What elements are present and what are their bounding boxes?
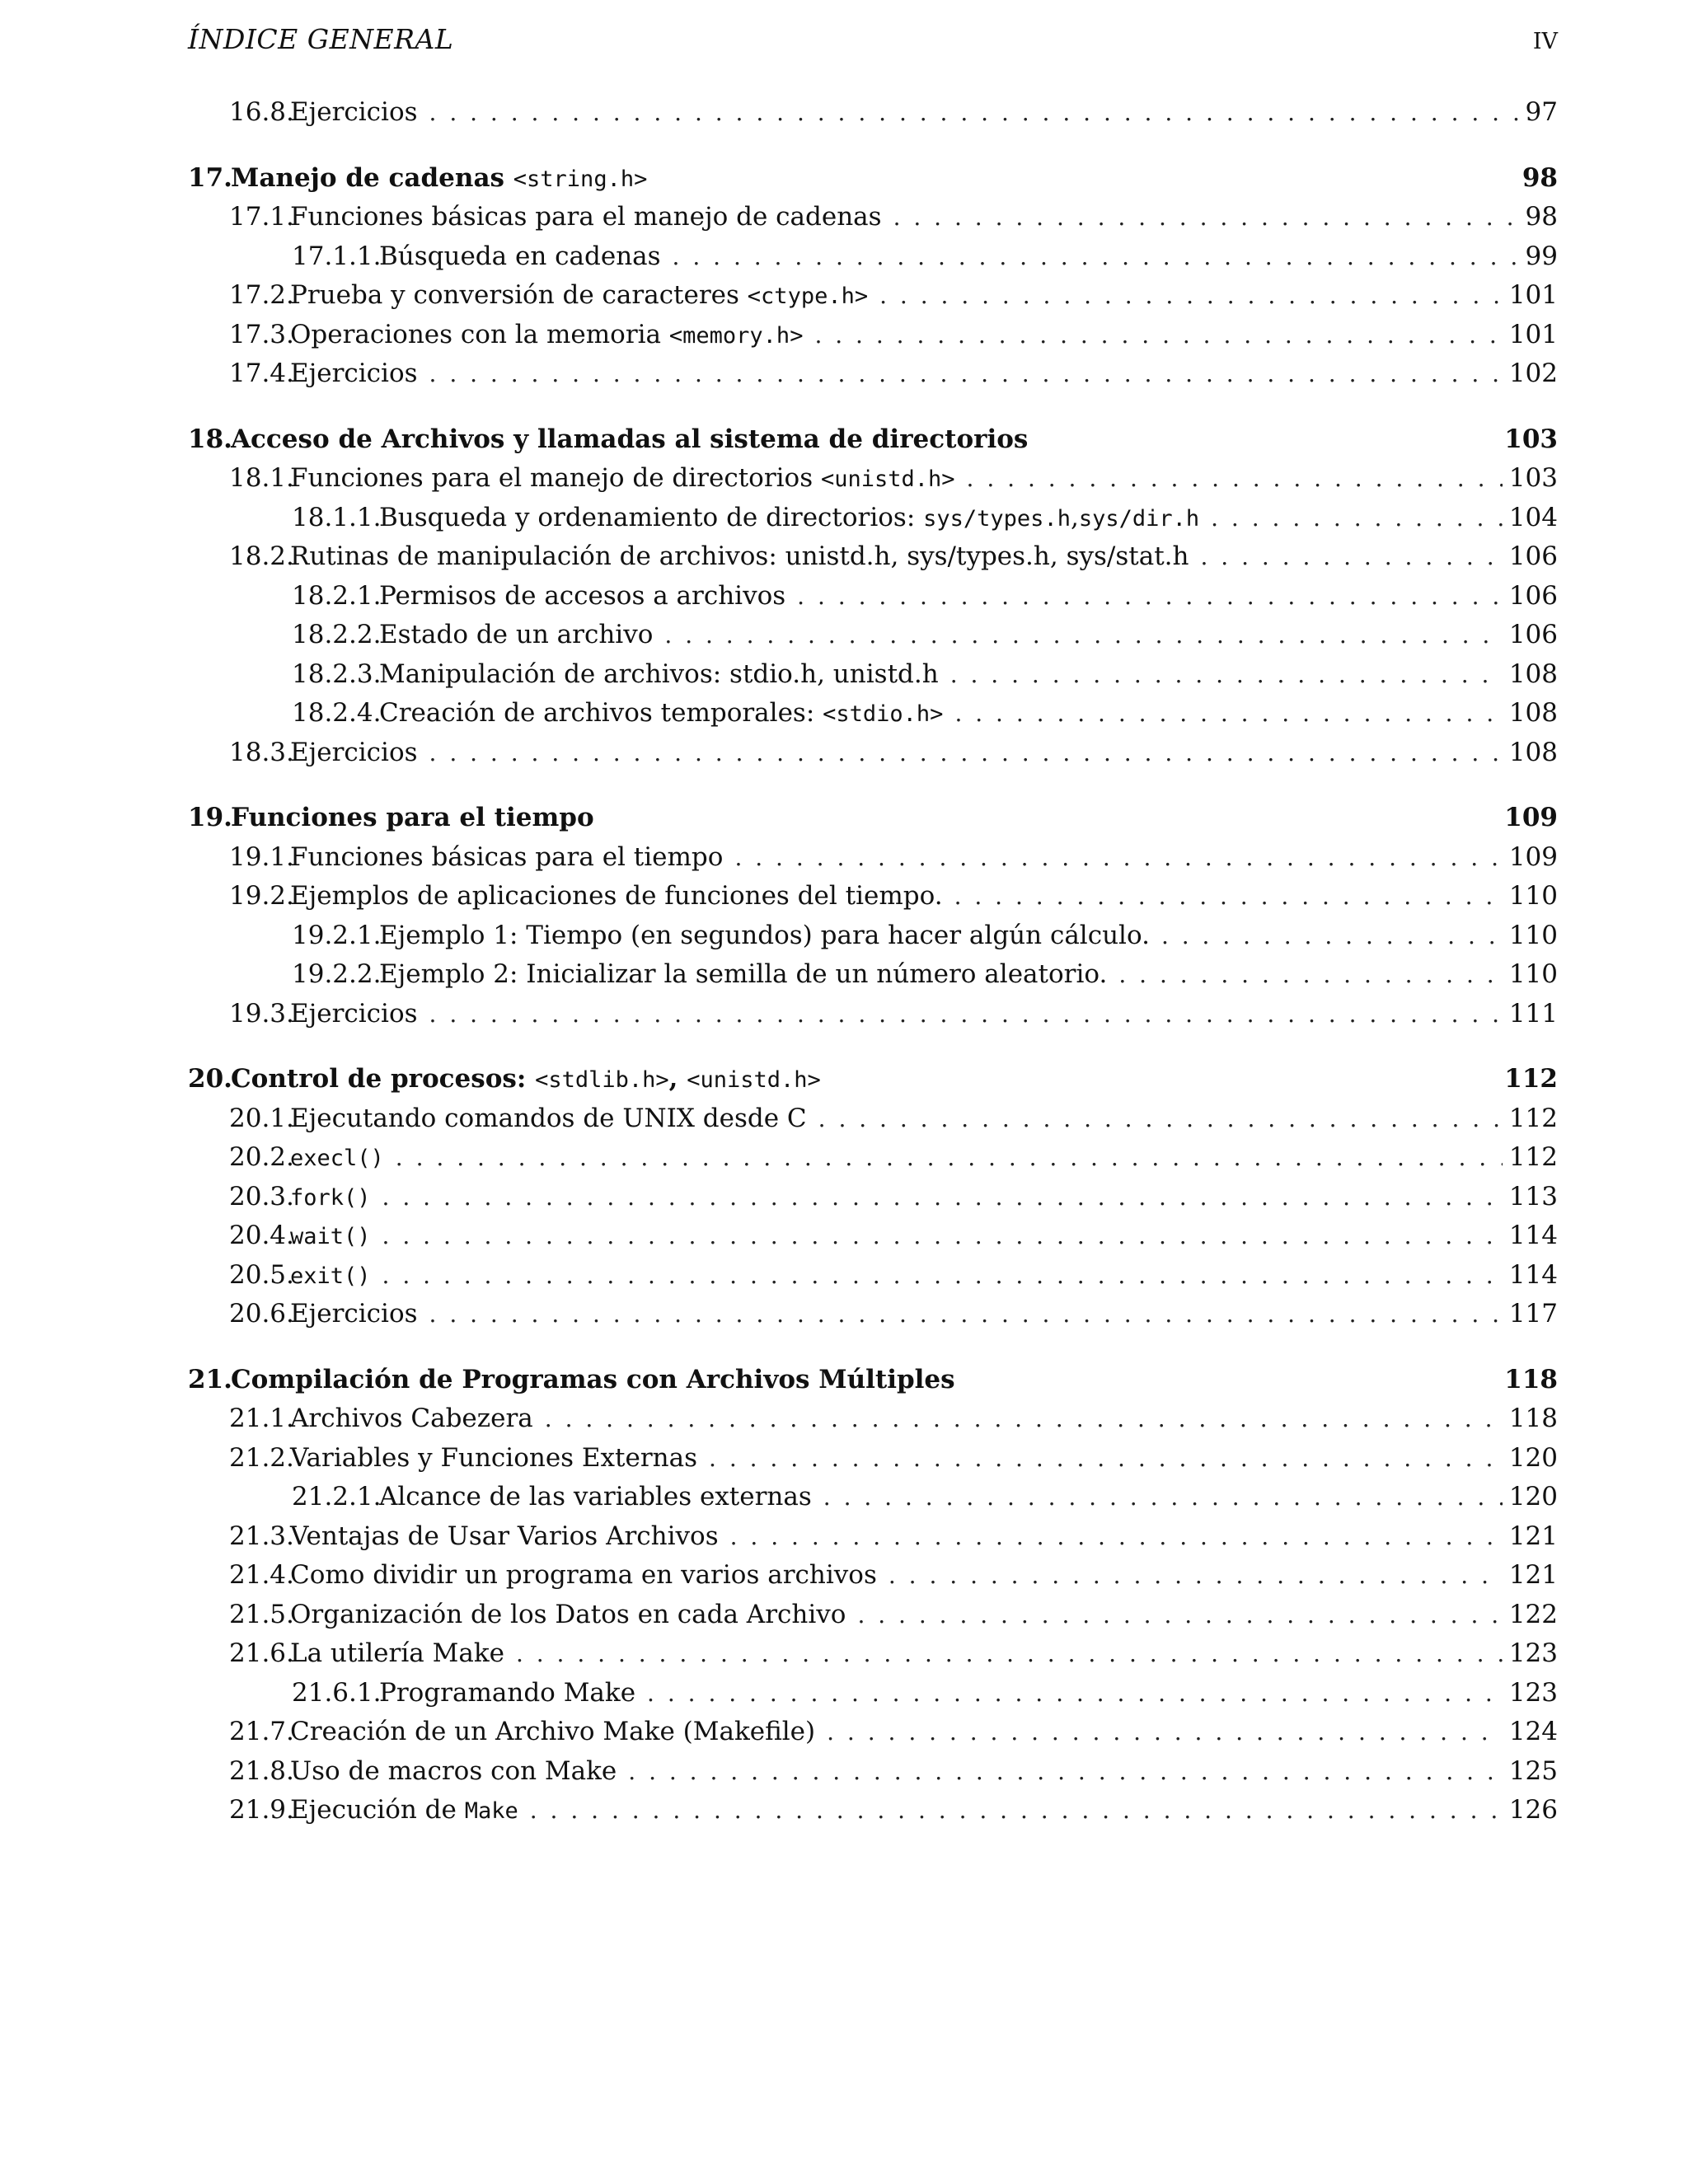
toc-entry-number: 16.8.	[229, 97, 294, 127]
toc-page-number[interactable]: 114	[1508, 1221, 1558, 1250]
toc-section-entry[interactable]	[188, 738, 1558, 777]
toc-entry-number: 19.2.2.	[292, 959, 382, 989]
toc-entry-text: Ventajas de Usar Varios Archivos	[290, 1521, 719, 1551]
toc-leader-dots	[429, 1301, 1503, 1328]
toc-entry-title	[290, 541, 1189, 571]
toc-page-number[interactable]: 110	[1508, 959, 1558, 989]
toc-entry-title	[290, 1299, 418, 1329]
toc-entry-title	[379, 698, 943, 728]
toc-entry-text: Rutinas de manipulación de archivos: unistd.h, sys/types.h, sys/stat.h	[290, 541, 1189, 571]
toc-entry-text: Ejercicios	[290, 998, 418, 1029]
toc-section-entry[interactable]	[188, 1600, 1558, 1639]
toc-entry-title	[290, 1560, 877, 1590]
toc-page-number[interactable]: 103	[1504, 424, 1558, 454]
toc-entry-title	[290, 1224, 371, 1249]
table-of-contents	[188, 97, 1558, 1835]
toc-entry-text: Estado de un archivo	[379, 620, 654, 649]
toc-entry-title	[231, 803, 594, 832]
toc-section-entry[interactable]	[188, 1299, 1558, 1338]
toc-entry-text: Programando Make	[379, 1677, 636, 1708]
toc-entry-text: Manejo de cadenas	[231, 162, 513, 193]
toc-entry-text: Alcance de las variables externas	[379, 1482, 812, 1511]
toc-page-number[interactable]: 124	[1508, 1717, 1558, 1746]
toc-entry-title	[290, 1146, 384, 1171]
toc-leader-dots	[664, 621, 1502, 649]
toc-leader-dots	[382, 1222, 1503, 1249]
toc-leader-dots	[1211, 504, 1503, 532]
toc-entry-number: 17.4.	[229, 359, 294, 388]
toc-entry-number: 18.	[188, 424, 232, 454]
toc-page-number[interactable]: 122	[1508, 1599, 1558, 1629]
toc-leader-dots	[396, 1144, 1503, 1171]
toc-entry-code: fork()	[290, 1184, 371, 1211]
toc-section-entry[interactable]	[188, 1756, 1558, 1796]
toc-entry-text: Uso de macros con Make	[290, 1755, 617, 1786]
toc-section-entry[interactable]	[188, 698, 1558, 738]
toc-entry-title	[290, 1521, 719, 1551]
toc-entry-code: Make	[464, 1798, 518, 1824]
toc-entry-number: 21.8.	[229, 1755, 294, 1786]
toc-entry-number: 20.6.	[229, 1299, 294, 1329]
toc-chapter-entry[interactable]	[188, 424, 1558, 464]
toc-entry-text: Ejemplo 1: Tiempo (en segundos) para hacer algún cálculo.	[379, 920, 1150, 950]
toc-page-number[interactable]: 110	[1508, 881, 1558, 911]
toc-entry-code: <stdlib.h>	[535, 1067, 669, 1093]
toc-leader-dots	[429, 739, 1503, 766]
header-title: ÍNDICE GENERAL	[188, 23, 454, 55]
toc-entry-title	[379, 241, 661, 271]
toc-entry-code: <memory.h>	[668, 322, 804, 349]
toc-leader-dots	[429, 99, 1518, 126]
toc-entry-text: ,	[1070, 502, 1079, 532]
toc-entry-text: Ejecución de	[290, 1795, 465, 1825]
toc-entry-text: Ejercicios	[290, 97, 418, 127]
toc-section-entry[interactable]	[188, 1560, 1558, 1600]
toc-leader-dots	[734, 844, 1502, 871]
toc-entry-number: 21.1.	[229, 1404, 294, 1433]
toc-entry-text: Ejercicios	[290, 1299, 418, 1329]
toc-entry-title	[290, 463, 955, 493]
toc-page-number[interactable]: 108	[1508, 658, 1558, 689]
toc-section-entry[interactable]	[188, 202, 1558, 241]
toc-entry-title	[290, 1443, 697, 1473]
toc-leader-dots	[893, 204, 1518, 231]
toc-entry-code: <unistd.h>	[687, 1067, 821, 1093]
toc-page-number[interactable]: 108	[1508, 698, 1558, 728]
toc-entry-code: <string.h>	[513, 166, 648, 192]
toc-leader-dots	[818, 1105, 1503, 1132]
toc-entry-title	[290, 359, 418, 388]
toc-section-entry[interactable]	[188, 659, 1558, 699]
toc-page-number[interactable]: 113	[1508, 1181, 1558, 1212]
toc-leader-dots	[954, 883, 1503, 910]
toc-entry-code: sys/types.h	[923, 505, 1071, 532]
toc-entry-title	[290, 280, 868, 310]
toc-page-number[interactable]: 102	[1508, 359, 1558, 388]
toc-page-number[interactable]: 120	[1508, 1442, 1558, 1473]
toc-page-number[interactable]: 101	[1508, 319, 1558, 349]
toc-entry-number: 18.2.3.	[292, 658, 382, 689]
toc-entry-text: Ejemplos de aplicaciones de funciones del tiempo.	[290, 881, 943, 911]
toc-entry-title	[290, 1104, 807, 1133]
toc-entry-text: Prueba y conversión de caracteres	[290, 280, 748, 310]
toc-section-entry[interactable]	[188, 959, 1558, 999]
toc-entry-title	[290, 999, 418, 1029]
toc-page-number[interactable]: 106	[1508, 620, 1558, 649]
toc-entry-title	[290, 1638, 504, 1668]
toc-section-entry[interactable]	[188, 359, 1558, 398]
toc-entry-code: <unistd.h>	[820, 466, 955, 492]
toc-leader-dots	[709, 1445, 1503, 1472]
toc-leader-dots	[823, 1483, 1503, 1511]
toc-entry-number: 18.2.	[229, 541, 294, 571]
toc-entry-number: 21.2.1.	[292, 1482, 382, 1511]
toc-entry-text: La utilería Make	[290, 1638, 504, 1668]
toc-entry-number: 21.4.	[229, 1560, 294, 1590]
toc-entry-text: Compilación de Programas con Archivos Múltiples	[231, 1364, 955, 1394]
toc-page-number[interactable]: 112	[1504, 1064, 1558, 1094]
toc-section-entry[interactable]	[188, 1795, 1558, 1835]
toc-entry-title	[379, 1482, 812, 1511]
toc-entry-number: 20.3.	[229, 1181, 294, 1212]
toc-entry-number: 17.2.	[229, 280, 294, 310]
header-page-number: IV	[1532, 29, 1558, 54]
toc-page-number[interactable]: 118	[1504, 1364, 1558, 1394]
toc-page-number[interactable]: 99	[1525, 241, 1558, 271]
toc-page-number[interactable]: 114	[1508, 1259, 1558, 1290]
toc-leader-dots	[954, 700, 1502, 727]
toc-page-number[interactable]: 106	[1508, 541, 1558, 571]
toc-entry-number: 17.1.1.	[292, 241, 382, 271]
toc-leader-dots	[628, 1758, 1503, 1785]
toc-entry-title	[231, 163, 647, 193]
toc-entry-text: ,	[668, 1064, 687, 1094]
toc-entry-number: 19.2.	[229, 881, 294, 911]
toc-section-entry[interactable]	[188, 620, 1558, 659]
toc-page-number[interactable]: 126	[1508, 1795, 1558, 1825]
toc-entry-number: 18.2.2.	[292, 620, 382, 649]
toc-entry-text: Creación de archivos temporales:	[379, 698, 823, 728]
toc-section-entry[interactable]	[188, 581, 1558, 621]
toc-chapter-entry[interactable]	[188, 1365, 1558, 1404]
toc-leader-dots	[827, 1718, 1503, 1746]
toc-page-number[interactable]: 117	[1508, 1299, 1558, 1329]
toc-entry-text: Funciones para el manejo de directorios	[290, 463, 821, 493]
toc-entry-code: <ctype.h>	[747, 284, 869, 309]
toc-leader-dots	[673, 243, 1518, 270]
toc-entry-text: Operaciones con la memoria	[290, 319, 669, 349]
toc-entry-text: Funciones para el tiempo	[231, 803, 594, 832]
toc-entry-number: 18.1.	[229, 463, 294, 493]
toc-leader-dots	[1118, 961, 1502, 988]
toc-section-entry[interactable]	[188, 1638, 1558, 1678]
toc-page-number[interactable]: 101	[1508, 280, 1558, 310]
toc-leader-dots	[879, 282, 1503, 309]
toc-entry-number: 19.2.1.	[292, 920, 382, 950]
toc-chapter-entry[interactable]	[188, 1064, 1558, 1104]
toc-entry-text: Búsqueda en cadenas	[379, 241, 661, 271]
toc-entry-title	[379, 503, 1199, 532]
toc-leader-dots	[382, 1183, 1503, 1211]
toc-entry-number: 18.1.1.	[292, 502, 382, 532]
toc-section-entry[interactable]	[188, 241, 1558, 281]
toc-section-entry[interactable]	[188, 1182, 1558, 1221]
toc-entry-number: 18.2.4.	[292, 698, 382, 728]
toc-section-entry[interactable]	[188, 1104, 1558, 1143]
toc-leader-dots	[382, 1262, 1503, 1289]
toc-chapter-entry[interactable]	[188, 803, 1558, 842]
toc-page-number[interactable]: 106	[1508, 580, 1558, 611]
toc-page-number[interactable]: 120	[1508, 1482, 1558, 1511]
toc-entry-title	[379, 959, 1107, 989]
toc-section-entry[interactable]	[188, 1678, 1558, 1718]
toc-entry-title	[231, 1365, 955, 1394]
toc-leader-dots	[530, 1797, 1503, 1824]
toc-entry-text: Manipulación de archivos: stdio.h, unistd.h	[379, 658, 939, 689]
toc-page-number[interactable]: 121	[1508, 1521, 1558, 1551]
toc-entry-number: 21.5.	[229, 1599, 294, 1629]
toc-leader-dots	[967, 465, 1503, 492]
toc-leader-dots	[1161, 922, 1503, 949]
toc-entry-title	[290, 738, 418, 767]
toc-section-entry[interactable]	[188, 1443, 1558, 1483]
toc-entry-text: Acceso de Archivos y llamadas al sistema de directorios	[231, 424, 1029, 454]
toc-entry-text: Creación de un Archivo Make (Makefile)	[290, 1717, 816, 1746]
toc-section-entry[interactable]	[188, 1717, 1558, 1756]
toc-entry-title	[290, 1795, 518, 1825]
toc-section-entry[interactable]	[188, 97, 1558, 137]
toc-leader-dots	[429, 360, 1503, 387]
toc-leader-dots	[1200, 543, 1502, 570]
toc-page-number[interactable]: 109	[1508, 841, 1558, 872]
toc-entry-code: wait()	[290, 1224, 371, 1249]
toc-entry-title	[290, 1600, 846, 1629]
toc-entry-number: 17.1.	[229, 202, 294, 232]
toc-entry-number: 19.	[188, 803, 232, 832]
toc-entry-text: Ejercicios	[290, 737, 418, 767]
toc-section-entry[interactable]	[188, 999, 1558, 1038]
toc-entry-text: Busqueda y ordenamiento de directorios:	[379, 502, 924, 532]
toc-entry-text: Como dividir un programa en varios archivos	[290, 1560, 877, 1590]
toc-entry-title	[290, 1263, 371, 1289]
toc-page-number[interactable]: 111	[1508, 998, 1558, 1029]
toc-page-number[interactable]: 118	[1508, 1404, 1558, 1433]
toc-section-entry[interactable]	[188, 1482, 1558, 1521]
toc-chapter-entry[interactable]	[188, 163, 1558, 203]
toc-page-number[interactable]: 110	[1508, 920, 1558, 950]
toc-section-entry[interactable]	[188, 1521, 1558, 1561]
toc-entry-number: 21.3.	[229, 1521, 294, 1551]
toc-entry-code: sys/dir.h	[1078, 505, 1200, 532]
toc-leader-dots	[950, 661, 1503, 688]
toc-entry-number: 17.	[188, 162, 232, 193]
toc-entry-title	[231, 424, 1028, 454]
toc-leader-dots	[647, 1680, 1503, 1707]
toc-section-entry[interactable]	[188, 463, 1558, 503]
toc-entry-text: Ejercicios	[290, 359, 418, 388]
toc-entry-text: Ejemplo 2: Inicializar la semilla de un número aleatorio.	[379, 959, 1108, 989]
toc-entry-text: Ejecutando comandos de UNIX desde C	[290, 1103, 807, 1133]
toc-entry-title	[290, 842, 723, 872]
toc-entry-number: 19.1.	[229, 841, 294, 872]
toc-entry-number: 18.2.1.	[292, 580, 382, 611]
toc-entry-text: Funciones básicas para el manejo de cadenas	[290, 202, 882, 232]
toc-entry-number: 21.6.1.	[292, 1677, 382, 1708]
toc-entry-text: Control de procesos:	[231, 1064, 536, 1094]
toc-entry-number: 20.4.	[229, 1221, 294, 1250]
toc-entry-text: Funciones básicas para el tiempo	[290, 841, 724, 872]
toc-entry-number: 19.3.	[229, 998, 294, 1029]
toc-entry-number: 20.	[188, 1064, 232, 1094]
toc-leader-dots	[429, 1001, 1503, 1028]
toc-entry-number: 21.	[188, 1364, 232, 1394]
toc-entry-title	[290, 97, 418, 127]
toc-entry-title	[290, 1404, 533, 1433]
toc-section-entry[interactable]	[188, 541, 1558, 581]
toc-leader-dots	[857, 1601, 1502, 1629]
running-header	[188, 23, 1558, 64]
toc-entry-number: 21.7.	[229, 1717, 294, 1746]
toc-section-entry[interactable]	[188, 1142, 1558, 1182]
toc-section-entry[interactable]	[188, 280, 1558, 320]
toc-page-number[interactable]: 121	[1508, 1560, 1558, 1590]
toc-entry-number: 20.1.	[229, 1103, 294, 1133]
toc-entry-title	[231, 1064, 821, 1094]
toc-page-number[interactable]: 103	[1508, 463, 1558, 493]
toc-entry-code: execl()	[290, 1146, 384, 1171]
toc-entry-number: 21.6.	[229, 1638, 294, 1668]
toc-page-number[interactable]: 108	[1508, 737, 1558, 767]
toc-entry-number: 20.5.	[229, 1259, 294, 1290]
toc-leader-dots	[814, 321, 1502, 349]
toc-leader-dots	[797, 583, 1503, 610]
toc-entry-text: Archivos Cabezera	[290, 1404, 533, 1433]
toc-entry-title	[290, 1717, 815, 1746]
toc-page-number[interactable]: 112	[1508, 1103, 1558, 1133]
toc-entry-title	[379, 921, 1150, 950]
toc-section-entry[interactable]	[188, 320, 1558, 359]
toc-section-entry[interactable]	[188, 503, 1558, 542]
toc-entry-number: 20.2.	[229, 1142, 294, 1172]
toc-page-number[interactable]: 112	[1508, 1142, 1558, 1172]
toc-section-entry[interactable]	[188, 1221, 1558, 1260]
toc-section-entry[interactable]	[188, 881, 1558, 921]
toc-section-entry[interactable]	[188, 921, 1558, 960]
toc-entry-code: <stdio.h>	[823, 701, 944, 727]
toc-page-number[interactable]: 97	[1525, 97, 1558, 127]
toc-entry-number: 21.9.	[229, 1795, 294, 1825]
toc-entry-title	[290, 202, 882, 232]
toc-entry-title	[290, 1185, 371, 1211]
toc-entry-title	[379, 620, 653, 649]
toc-page-number[interactable]: 98	[1522, 162, 1558, 193]
toc-entry-title	[290, 1756, 617, 1786]
toc-leader-dots	[545, 1405, 1503, 1432]
toc-leader-dots	[516, 1640, 1503, 1667]
toc-section-entry[interactable]	[188, 842, 1558, 882]
toc-entry-title	[379, 581, 785, 611]
toc-page-number[interactable]: 123	[1508, 1638, 1558, 1668]
toc-entry-title	[290, 320, 803, 349]
toc-section-entry[interactable]	[188, 1260, 1558, 1300]
toc-entry-title	[290, 881, 943, 911]
toc-entry-number: 17.3.	[229, 319, 294, 349]
toc-page-number[interactable]: 109	[1504, 803, 1558, 832]
toc-entry-code: exit()	[290, 1263, 371, 1289]
toc-leader-dots	[889, 1562, 1503, 1589]
toc-entry-title	[379, 1678, 635, 1708]
toc-entry-number: 21.2.	[229, 1442, 294, 1473]
toc-entry-text: Variables y Funciones Externas	[290, 1442, 698, 1473]
toc-entry-number: 18.3.	[229, 737, 294, 767]
toc-entry-text: Permisos de accesos a archivos	[379, 580, 786, 611]
toc-section-entry[interactable]	[188, 1404, 1558, 1443]
toc-page-number[interactable]: 98	[1525, 202, 1558, 232]
toc-page-number[interactable]: 123	[1508, 1677, 1558, 1708]
toc-leader-dots	[730, 1523, 1503, 1550]
toc-entry-title	[379, 659, 939, 689]
toc-entry-text: Organización de los Datos en cada Archivo	[290, 1599, 846, 1629]
toc-page-number[interactable]: 125	[1508, 1755, 1558, 1786]
toc-page-number[interactable]: 104	[1508, 502, 1558, 532]
